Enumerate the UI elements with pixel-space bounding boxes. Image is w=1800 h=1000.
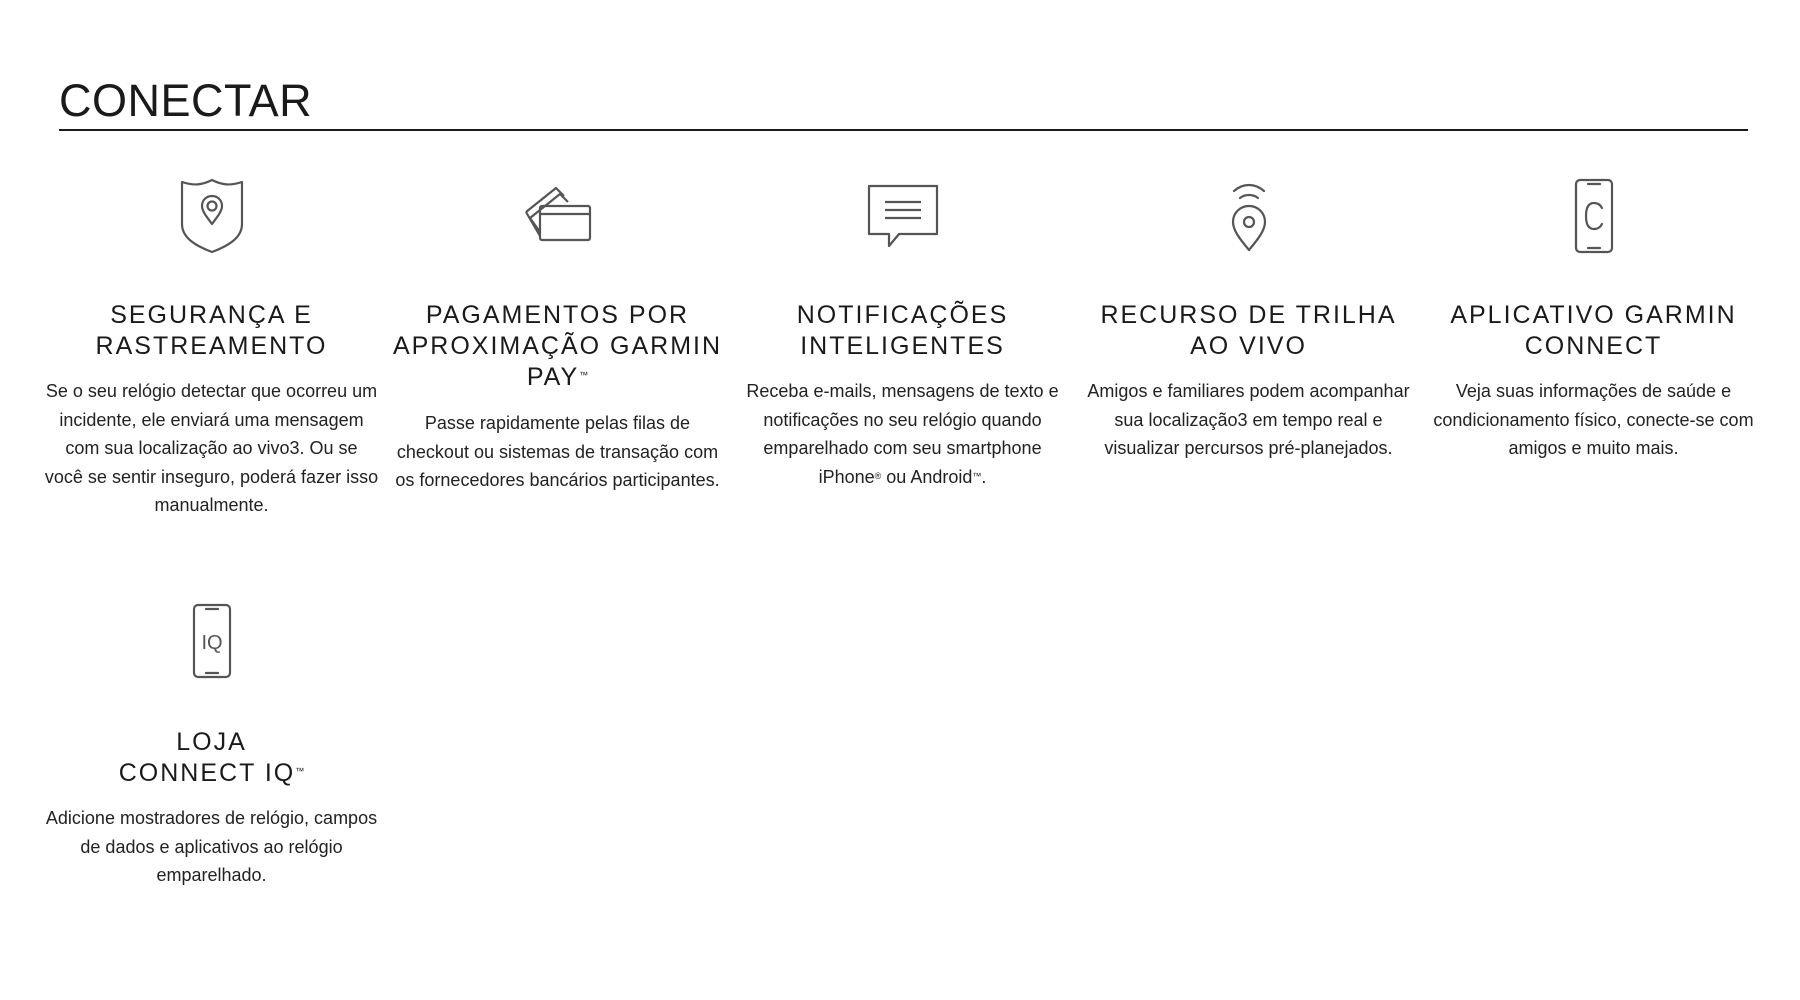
phone-connect-icon	[1552, 172, 1636, 256]
feature-garmin-connect-app	[1426, 172, 1761, 463]
trademark-mark: ™	[972, 470, 982, 481]
shield-location-icon	[170, 172, 254, 256]
live-track-pin-icon	[1207, 172, 1291, 256]
message-bubble-icon	[861, 172, 945, 256]
feature-title: NOTIFICAÇÕES INTELIGENTES	[796, 301, 1009, 360]
trademark-mark: ™	[295, 766, 305, 776]
feature-title: SEGURANÇA E RASTREAMENTO	[95, 301, 328, 360]
feature-title: RECURSO DE TRILHA AO VIVO	[1100, 301, 1397, 360]
feature-connect-iq-store	[44, 599, 379, 890]
feature-description: Passe rapidamente pelas filas de checkout ou sistemas de transação com os fornecedores bancários participantes.	[395, 413, 720, 490]
feature-title: APLICATIVO GARMIN CONNECT	[1450, 301, 1737, 360]
feature-live-track	[1081, 172, 1416, 463]
feature-smart-notifications	[735, 172, 1070, 491]
feature-description: Veja suas informações de saúde e condicionamento físico, conecte-se com amigos e muito mais.	[1433, 381, 1754, 458]
registered-mark: ®	[874, 470, 882, 481]
icon-label: IQ	[200, 632, 223, 654]
feature-title: LOJA CONNECT IQ™	[118, 728, 305, 787]
feature-description: Amigos e familiares podem acompanhar sua localização3 em tempo real e visualizar percursos pré-planejados.	[1087, 381, 1410, 458]
feature-description: Receba e-mails, mensagens de texto e notificações no seu relógio quando emparelhado com seu smartphone iPhone® ou Android™.	[746, 381, 1059, 487]
section-title: CONECTAR	[59, 75, 313, 126]
feature-description: Se o seu relógio detectar que ocorreu um incidente, ele enviará uma mensagem com sua localização ao vivo3. Ou se você se sentir inseguro, poderá fazer isso manualmente.	[44, 381, 379, 515]
feature-garmin-pay	[390, 172, 725, 495]
feature-description: Adicione mostradores de relógio, campos de dados e aplicativos ao relógio emparelhado.	[45, 808, 378, 885]
payment-cards-icon	[516, 172, 600, 256]
section-divider	[59, 129, 1748, 131]
feature-title: PAGAMENTOS POR APROXIMAÇÃO GARMIN PAY™	[392, 301, 723, 391]
feature-safety-tracking	[44, 172, 379, 520]
trademark-mark: ™	[579, 370, 589, 380]
phone-connect-iq-icon	[170, 599, 254, 683]
